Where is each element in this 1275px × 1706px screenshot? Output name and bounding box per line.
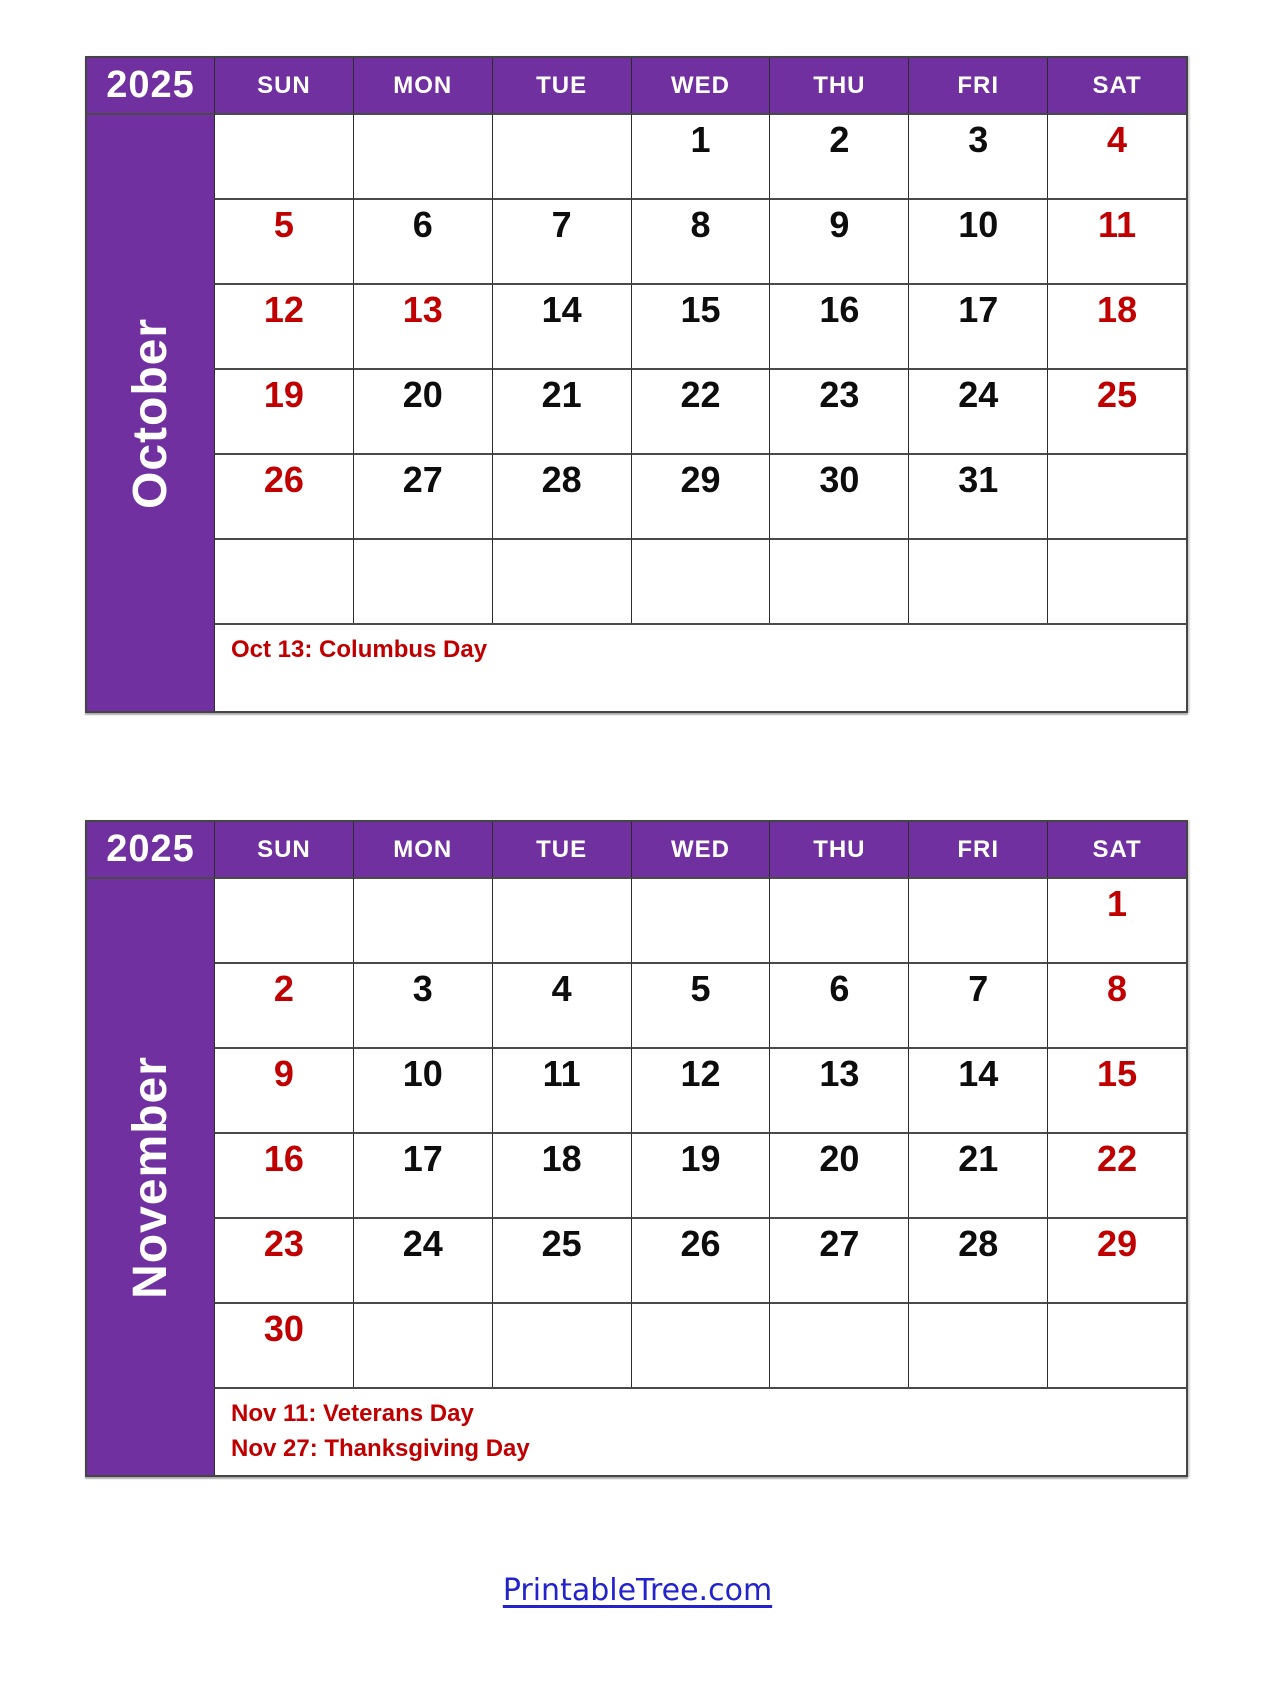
october-calendar (85, 56, 1188, 713)
date-cell-empty (908, 877, 1047, 962)
date-cell-13: 13 (353, 283, 492, 368)
date-cell-28: 28 (492, 453, 631, 538)
date-cell-10: 10 (908, 198, 1047, 283)
date-cell-empty (353, 538, 492, 623)
date-cell-empty (1047, 453, 1186, 538)
date-cell-30: 30 (214, 1302, 353, 1387)
date-cell-11: 11 (492, 1047, 631, 1132)
date-cell-empty (353, 877, 492, 962)
date-cell-30: 30 (769, 453, 908, 538)
date-cell-14: 14 (908, 1047, 1047, 1132)
year-label: 2025 (87, 58, 214, 113)
date-cell-24: 24 (908, 368, 1047, 453)
date-cell-25: 25 (492, 1217, 631, 1302)
date-cell-12: 12 (214, 283, 353, 368)
date-cell-20: 20 (769, 1132, 908, 1217)
weekday-header-tue: TUE (492, 822, 631, 877)
date-cell-8: 8 (631, 198, 770, 283)
date-cell-18: 18 (492, 1132, 631, 1217)
date-cell-empty (353, 113, 492, 198)
date-cell-empty (631, 877, 770, 962)
date-cell-15: 15 (1047, 1047, 1186, 1132)
date-cell-5: 5 (631, 962, 770, 1047)
year-label: 2025 (87, 822, 214, 877)
date-cell-24: 24 (353, 1217, 492, 1302)
november-calendar (85, 820, 1188, 1477)
date-cell-22: 22 (631, 368, 770, 453)
weekday-header-sun: SUN (214, 58, 353, 113)
weekday-header-fri: FRI (908, 822, 1047, 877)
date-cell-empty (214, 113, 353, 198)
date-cell-22: 22 (1047, 1132, 1186, 1217)
month-sidebar (87, 113, 214, 711)
date-cell-12: 12 (631, 1047, 770, 1132)
date-cell-6: 6 (769, 962, 908, 1047)
holiday-footer (214, 623, 1186, 711)
date-cell-21: 21 (492, 368, 631, 453)
date-cell-empty (908, 1302, 1047, 1387)
date-cell-1: 1 (631, 113, 770, 198)
date-cell-11: 11 (1047, 198, 1186, 283)
date-cell-26: 26 (214, 453, 353, 538)
date-cell-3: 3 (908, 113, 1047, 198)
date-cell-5: 5 (214, 198, 353, 283)
date-cell-9: 9 (214, 1047, 353, 1132)
date-cell-6: 6 (353, 198, 492, 283)
printabletree-link[interactable]: PrintableTree.com (502, 1573, 773, 1608)
holiday-footer (214, 1387, 1186, 1475)
date-cell-17: 17 (908, 283, 1047, 368)
date-cell-empty (492, 1302, 631, 1387)
date-cell-29: 29 (631, 453, 770, 538)
weekday-header-wed: WED (631, 58, 770, 113)
date-cell-empty (214, 877, 353, 962)
month-sidebar (87, 877, 214, 1475)
date-cell-3: 3 (353, 962, 492, 1047)
date-cell-empty (908, 538, 1047, 623)
date-cell-2: 2 (214, 962, 353, 1047)
date-cell-empty (1047, 1302, 1186, 1387)
date-cell-8: 8 (1047, 962, 1186, 1047)
date-cell-empty (1047, 538, 1186, 623)
holiday-note: Nov 11: Veterans Day (231, 1400, 474, 1427)
date-cell-16: 16 (214, 1132, 353, 1217)
date-cell-empty (631, 1302, 770, 1387)
weekday-header-mon: MON (353, 822, 492, 877)
holiday-note: Nov 27: Thanksgiving Day (231, 1435, 530, 1462)
date-cell-31: 31 (908, 453, 1047, 538)
date-cell-15: 15 (631, 283, 770, 368)
month-label: October (124, 317, 177, 509)
weekday-header-sun: SUN (214, 822, 353, 877)
holiday-note: Oct 13: Columbus Day (231, 636, 488, 663)
date-cell-empty (631, 538, 770, 623)
weekday-header-sat: SAT (1047, 822, 1186, 877)
weekday-header-mon: MON (353, 58, 492, 113)
date-cell-19: 19 (631, 1132, 770, 1217)
date-cell-2: 2 (769, 113, 908, 198)
date-cell-17: 17 (353, 1132, 492, 1217)
date-cell-27: 27 (353, 453, 492, 538)
date-cell-empty (769, 1302, 908, 1387)
date-cell-empty (353, 1302, 492, 1387)
date-cell-25: 25 (1047, 368, 1186, 453)
weekday-header-sat: SAT (1047, 58, 1186, 113)
date-cell-9: 9 (769, 198, 908, 283)
month-label: November (124, 1055, 177, 1299)
date-cell-28: 28 (908, 1217, 1047, 1302)
date-cell-23: 23 (769, 368, 908, 453)
date-cell-1: 1 (1047, 877, 1186, 962)
page-footer (0, 1573, 1275, 1608)
weekday-header-fri: FRI (908, 58, 1047, 113)
date-cell-10: 10 (353, 1047, 492, 1132)
date-cell-empty (769, 877, 908, 962)
date-cell-4: 4 (1047, 113, 1186, 198)
date-cell-empty (214, 538, 353, 623)
date-cell-empty (492, 538, 631, 623)
date-cell-19: 19 (214, 368, 353, 453)
date-cell-26: 26 (631, 1217, 770, 1302)
date-cell-20: 20 (353, 368, 492, 453)
date-cell-16: 16 (769, 283, 908, 368)
date-cell-13: 13 (769, 1047, 908, 1132)
date-cell-empty (769, 538, 908, 623)
date-cell-27: 27 (769, 1217, 908, 1302)
weekday-header-tue: TUE (492, 58, 631, 113)
date-cell-7: 7 (908, 962, 1047, 1047)
date-cell-4: 4 (492, 962, 631, 1047)
date-cell-7: 7 (492, 198, 631, 283)
date-cell-empty (492, 113, 631, 198)
date-cell-18: 18 (1047, 283, 1186, 368)
date-cell-empty (492, 877, 631, 962)
date-cell-23: 23 (214, 1217, 353, 1302)
weekday-header-thu: THU (769, 58, 908, 113)
date-cell-29: 29 (1047, 1217, 1186, 1302)
weekday-header-wed: WED (631, 822, 770, 877)
weekday-header-thu: THU (769, 822, 908, 877)
date-cell-21: 21 (908, 1132, 1047, 1217)
date-cell-14: 14 (492, 283, 631, 368)
